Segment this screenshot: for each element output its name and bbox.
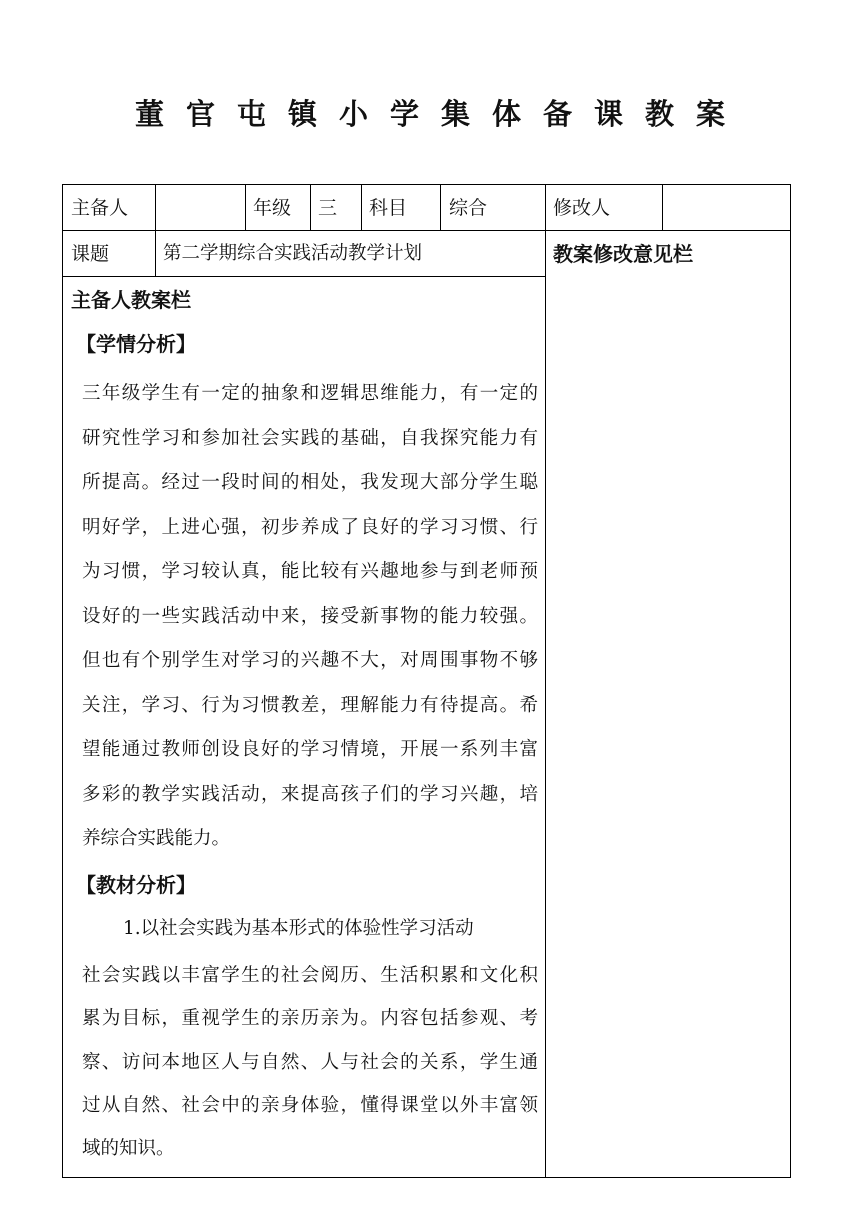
reviser-label: 修改人	[553, 197, 611, 219]
topic-label: 课题	[71, 243, 110, 265]
lead-plan-heading: 主备人教案栏	[71, 288, 191, 312]
learning-analysis-line: 为习惯，学习较认真，能比较有兴趣地参与到老师预	[82, 561, 538, 582]
learning-analysis-line: 所提高。经过一段时间的相处，我发现大部分学生聪	[82, 472, 538, 493]
col-divider-4	[361, 184, 362, 230]
textbook-analysis-line: 域的知识。	[82, 1138, 175, 1160]
topic-value: 第二学期综合实践活动教学计划	[163, 243, 423, 264]
col-divider-2	[245, 184, 246, 230]
learning-analysis-line: 三年级学生有一定的抽象和逻辑思维能力，有一定的	[82, 383, 538, 404]
learning-analysis-line: 望能通过教师创设良好的学习情境，开展一系列丰富	[82, 739, 538, 760]
learning-analysis-line: 明好学，上进心强，初步养成了良好的学习习惯、行	[82, 516, 538, 538]
subject-value: 综合	[449, 197, 488, 219]
learning-analysis-body	[82, 372, 538, 862]
textbook-analysis-line: 过从自然、社会中的亲身体验，懂得课堂以外丰富领	[82, 1094, 538, 1116]
learning-analysis-line: 关注，学习、行为习惯教差，理解能力有待提高。希	[82, 694, 538, 716]
col-divider-6	[662, 184, 663, 230]
learning-analysis-line: 多彩的教学实践活动，来提高孩子们的学习兴趣，培	[82, 783, 538, 805]
row-divider-header	[62, 230, 791, 231]
textbook-analysis-line: 社会实践以丰富学生的社会阅历、生活积累和文化积	[82, 965, 538, 986]
learning-analysis-line: 研究性学习和参加社会实践的基础，自我探究能力有	[82, 427, 538, 449]
grade-value: 三	[318, 197, 338, 219]
subject-label: 科目	[369, 197, 408, 219]
col-divider-1	[155, 184, 156, 230]
page-title: 董官屯镇小学集体备课教案	[134, 97, 747, 131]
col-divider-5	[440, 184, 441, 230]
learning-analysis-line: 但也有个别学生对学习的兴趣不大，对周围事物不够	[82, 650, 538, 671]
textbook-analysis-body	[82, 954, 538, 1170]
revision-notes-heading: 教案修改意见栏	[553, 242, 693, 266]
lead-label: 主备人	[71, 197, 129, 219]
textbook-analysis-heading: 【教材分析】	[76, 873, 196, 897]
learning-analysis-heading: 【学情分析】	[76, 332, 196, 356]
col-divider-3	[310, 184, 311, 230]
textbook-item-1: 1.以社会实践为基本形式的体验性学习活动	[123, 918, 474, 939]
row-divider-topic	[62, 276, 545, 277]
textbook-analysis-line: 累为目标，重视学生的亲历亲为。内容包括参观、考	[82, 1008, 538, 1030]
learning-analysis-line: 设好的一些实践活动中来，接受新事物的能力较强。	[82, 605, 538, 627]
grade-label: 年级	[253, 197, 292, 219]
col-divider-sidebar	[545, 184, 546, 1178]
textbook-analysis-line: 察、访问本地区人与自然、人与社会的关系，学生通	[82, 1051, 538, 1073]
col-divider-topic	[155, 230, 156, 276]
learning-analysis-line: 养综合实践能力。	[82, 828, 231, 849]
